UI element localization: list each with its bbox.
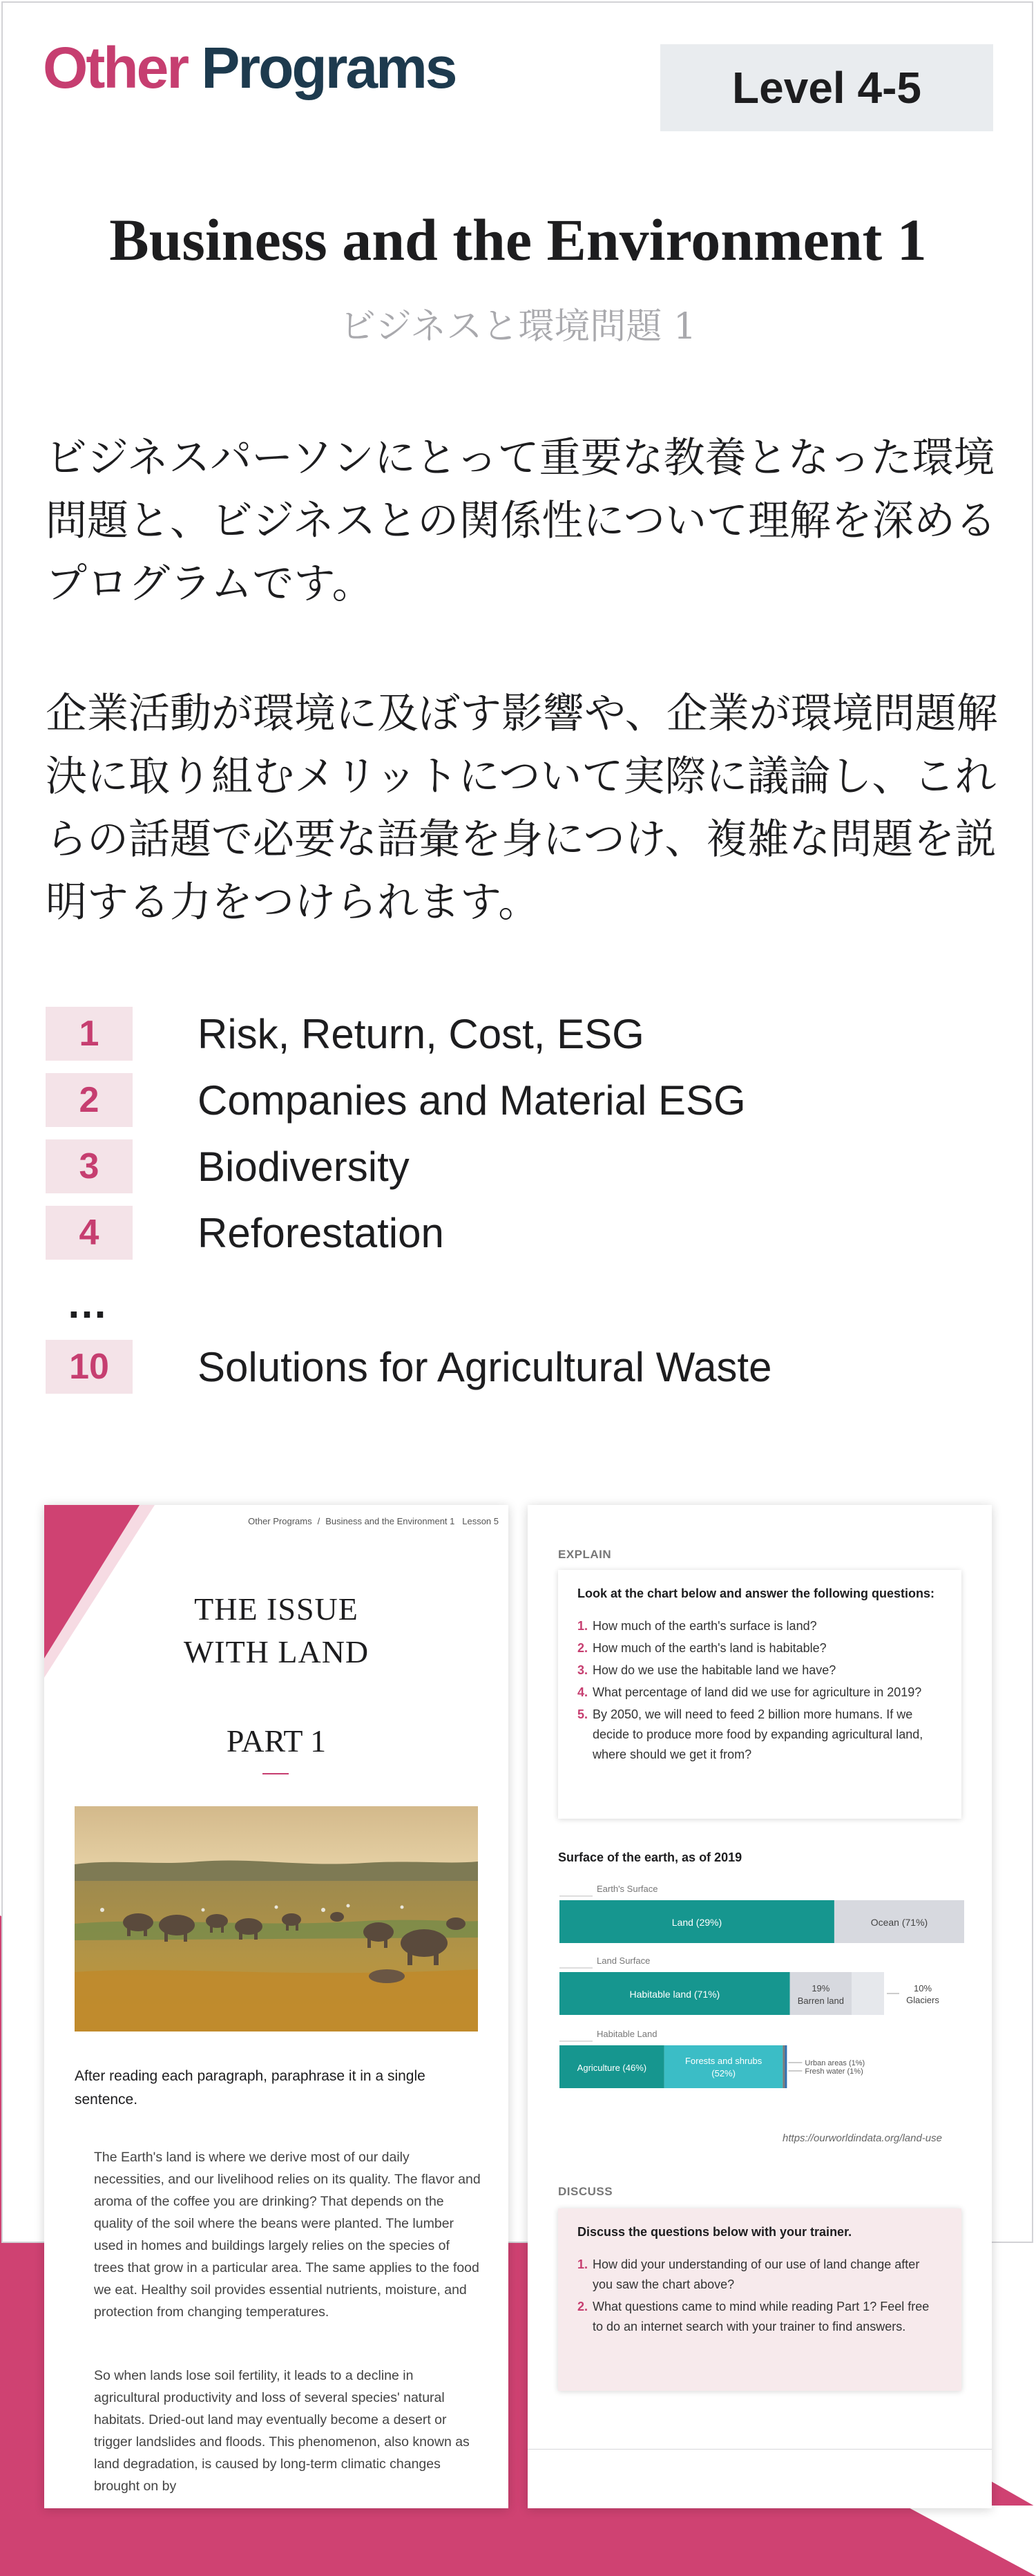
page-subtitle: ビジネスと環境問題 1 — [339, 306, 697, 348]
discuss-question-box — [558, 2208, 961, 2391]
question-text: By 2050, we will need to feed 2 billion more humans. If we decide to produce more food by expanding agricultural land, where should we get it from? — [593, 1707, 923, 1761]
question-item — [577, 1683, 942, 1703]
explain-section-label: EXPLAIN — [558, 1548, 612, 1561]
land-use-chart — [555, 1884, 970, 2091]
chart-bar-label: Forests and shrubs — [684, 2056, 762, 2066]
chart-bar-label: 10% — [913, 1983, 932, 1993]
reading-paragraph-2: So when lands lose soil fertility, it leads to a decline in agricultural productivity and loss of several species' natural habitats. Dried-out land may eventually become a desert or trigger landslides and floods. This phenomenon, also known as land degradation, is caused by long-term climatic changes brought on by — [94, 2368, 470, 2494]
lesson-number: 3 — [46, 1139, 133, 1193]
chart-bar-label: Glaciers — [906, 1995, 939, 2005]
question-number: 1. — [577, 1619, 588, 1633]
lesson-number: 4 — [46, 1206, 133, 1260]
question-item — [577, 2255, 942, 2295]
chart-bar-urban — [783, 2045, 785, 2088]
reading-paragraph-1: The Earth's land is where we derive most of our daily necessities, and our livelihood relies on its quality. The flavor and aroma of the coffee you are drinking? That depends on the quality of the soil where the beans were planted. The lumber used in homes and buildings largely relies on the species of trees that grow in a particular area. The same applies to the food we eat. Healthy soil provides essential nutrients, moisture, and protection from changing temperatures. — [94, 2150, 481, 2320]
lesson-item — [46, 1205, 999, 1260]
question-text: How much of the earth's surface is land? — [593, 1619, 817, 1633]
lesson-item — [46, 1139, 999, 1194]
logo-word-programs: Programs — [201, 35, 456, 100]
breadcrumb-course: Business and the Environment 1 — [325, 1516, 455, 1526]
chart-bar-label: (52%) — [711, 2068, 736, 2078]
chart-bar-barren — [790, 1972, 852, 2015]
chart-source: https://ourworldindata.org/land-use — [783, 2132, 942, 2144]
question-text: What questions came to mind while reading Part 1? Feel free to do an internet search with your trainer to find answers. — [593, 2300, 930, 2333]
question-text: How do we use the habitable land we have? — [593, 1663, 836, 1677]
question-number: 1. — [577, 2257, 588, 2271]
explain-question-box — [558, 1570, 961, 1819]
explain-heading: Look at the chart below and answer the following questions: — [577, 1587, 935, 1600]
chart-bar-freshwater — [785, 2045, 787, 2088]
lesson-heading — [44, 1588, 508, 1674]
lesson-title: Reforestation — [198, 1209, 444, 1256]
sample-page-exercises — [528, 1505, 992, 2508]
lesson-item — [46, 1006, 999, 1061]
chart-title: Surface of the earth, as of 2019 — [558, 1850, 742, 1864]
question-number: 2. — [577, 2300, 588, 2313]
chart-bar-label: Agriculture (46%) — [577, 2063, 647, 2073]
sample-page-reading — [44, 1505, 508, 2508]
description-paragraph-2: 企業活動が環境に及ぼす影響や、企業が環境問題解決に取り組むメリットについて実際に議論し、これらの話題で必要な語彙を身につけ、複雑な問題を説明する力をつけられます。 — [46, 690, 998, 927]
discuss-heading: Discuss the questions below with your trainer. — [577, 2225, 852, 2239]
lesson-number: 2 — [46, 1073, 133, 1127]
question-number: 3. — [577, 1663, 588, 1677]
question-item — [577, 1616, 942, 1636]
breadcrumb-program: Other Programs — [248, 1516, 312, 1526]
part-underline — [262, 1773, 289, 1774]
lesson-item — [46, 1339, 771, 1394]
question-item — [577, 1660, 942, 1680]
question-text: How did your understanding of our use of land change after you saw the chart above? — [593, 2257, 920, 2291]
chart-bar-glaciers — [852, 1972, 884, 2015]
question-item — [577, 2297, 942, 2337]
chart-bar-label: Land (29%) — [671, 1917, 722, 1928]
question-text: What percentage of land did we use for agriculture in 2019? — [593, 1685, 922, 1699]
lesson-number: 1 — [46, 1007, 133, 1061]
chart-bar-label: Urban areas (1%) — [805, 2059, 865, 2067]
question-item — [577, 1705, 942, 1765]
chart-bar-label: 19% — [812, 1983, 830, 1993]
chart-bar-label: Habitable land (71%) — [629, 1989, 720, 2000]
reading-instruction: After reading each paragraph, paraphrase it in a single sentence. — [75, 2068, 425, 2108]
lesson-ellipsis: … — [66, 1280, 111, 1327]
explain-question-list — [577, 1616, 942, 1765]
lesson-list — [46, 1006, 999, 1271]
question-text: How much of the earth's land is habitable? — [593, 1641, 827, 1655]
chart-row-label: Habitable Land — [597, 2029, 658, 2039]
lesson-heading-line-2: WITH LAND — [183, 1634, 370, 1669]
breadcrumb — [248, 1516, 499, 1526]
question-number: 4. — [577, 1685, 588, 1699]
part-heading: PART 1 — [226, 1723, 327, 1759]
lesson-number: 10 — [46, 1340, 133, 1394]
chart-row-label: Land Surface — [597, 1955, 651, 1966]
chart-bar-label: Fresh water (1%) — [805, 2067, 863, 2076]
lesson-title: Solutions for Agricultural Waste — [198, 1343, 772, 1390]
chart-bar-forests — [664, 2045, 783, 2088]
lesson-title: Companies and Material ESG — [198, 1077, 746, 1124]
discuss-section-label: DISCUSS — [558, 2185, 613, 2198]
page-title: Business and the Environment 1 — [109, 207, 927, 273]
level-badge: Level 4-5 — [660, 44, 993, 131]
chart-bar-label: Barren land — [797, 1996, 844, 2006]
description-paragraph-1: ビジネスパーソンにとって重要な教養となった環境問題と、ビジネスとの関係性について理解を深めるプログラムです。 — [46, 434, 997, 608]
question-item — [577, 1638, 942, 1658]
discuss-question-list — [577, 2255, 942, 2337]
chart-bar-label: Ocean (71%) — [870, 1917, 928, 1928]
lesson-heading-line-1: THE ISSUE — [194, 1591, 358, 1627]
chart-row-label: Earth's Surface — [597, 1884, 658, 1894]
breadcrumb-separator: / — [317, 1516, 320, 1526]
lesson-title: Biodiversity — [198, 1143, 410, 1190]
logo-word-other: Other — [43, 35, 188, 100]
page-divider — [528, 2449, 992, 2450]
breadcrumb-lesson: Lesson 5 — [462, 1516, 499, 1526]
question-number: 5. — [577, 1707, 588, 1721]
other-programs-logo — [43, 33, 456, 102]
lesson-title: Risk, Return, Cost, ESG — [198, 1010, 644, 1057]
elephants-grassland-photo — [75, 1806, 478, 2032]
question-number: 2. — [577, 1641, 588, 1655]
lesson-item — [46, 1072, 999, 1128]
